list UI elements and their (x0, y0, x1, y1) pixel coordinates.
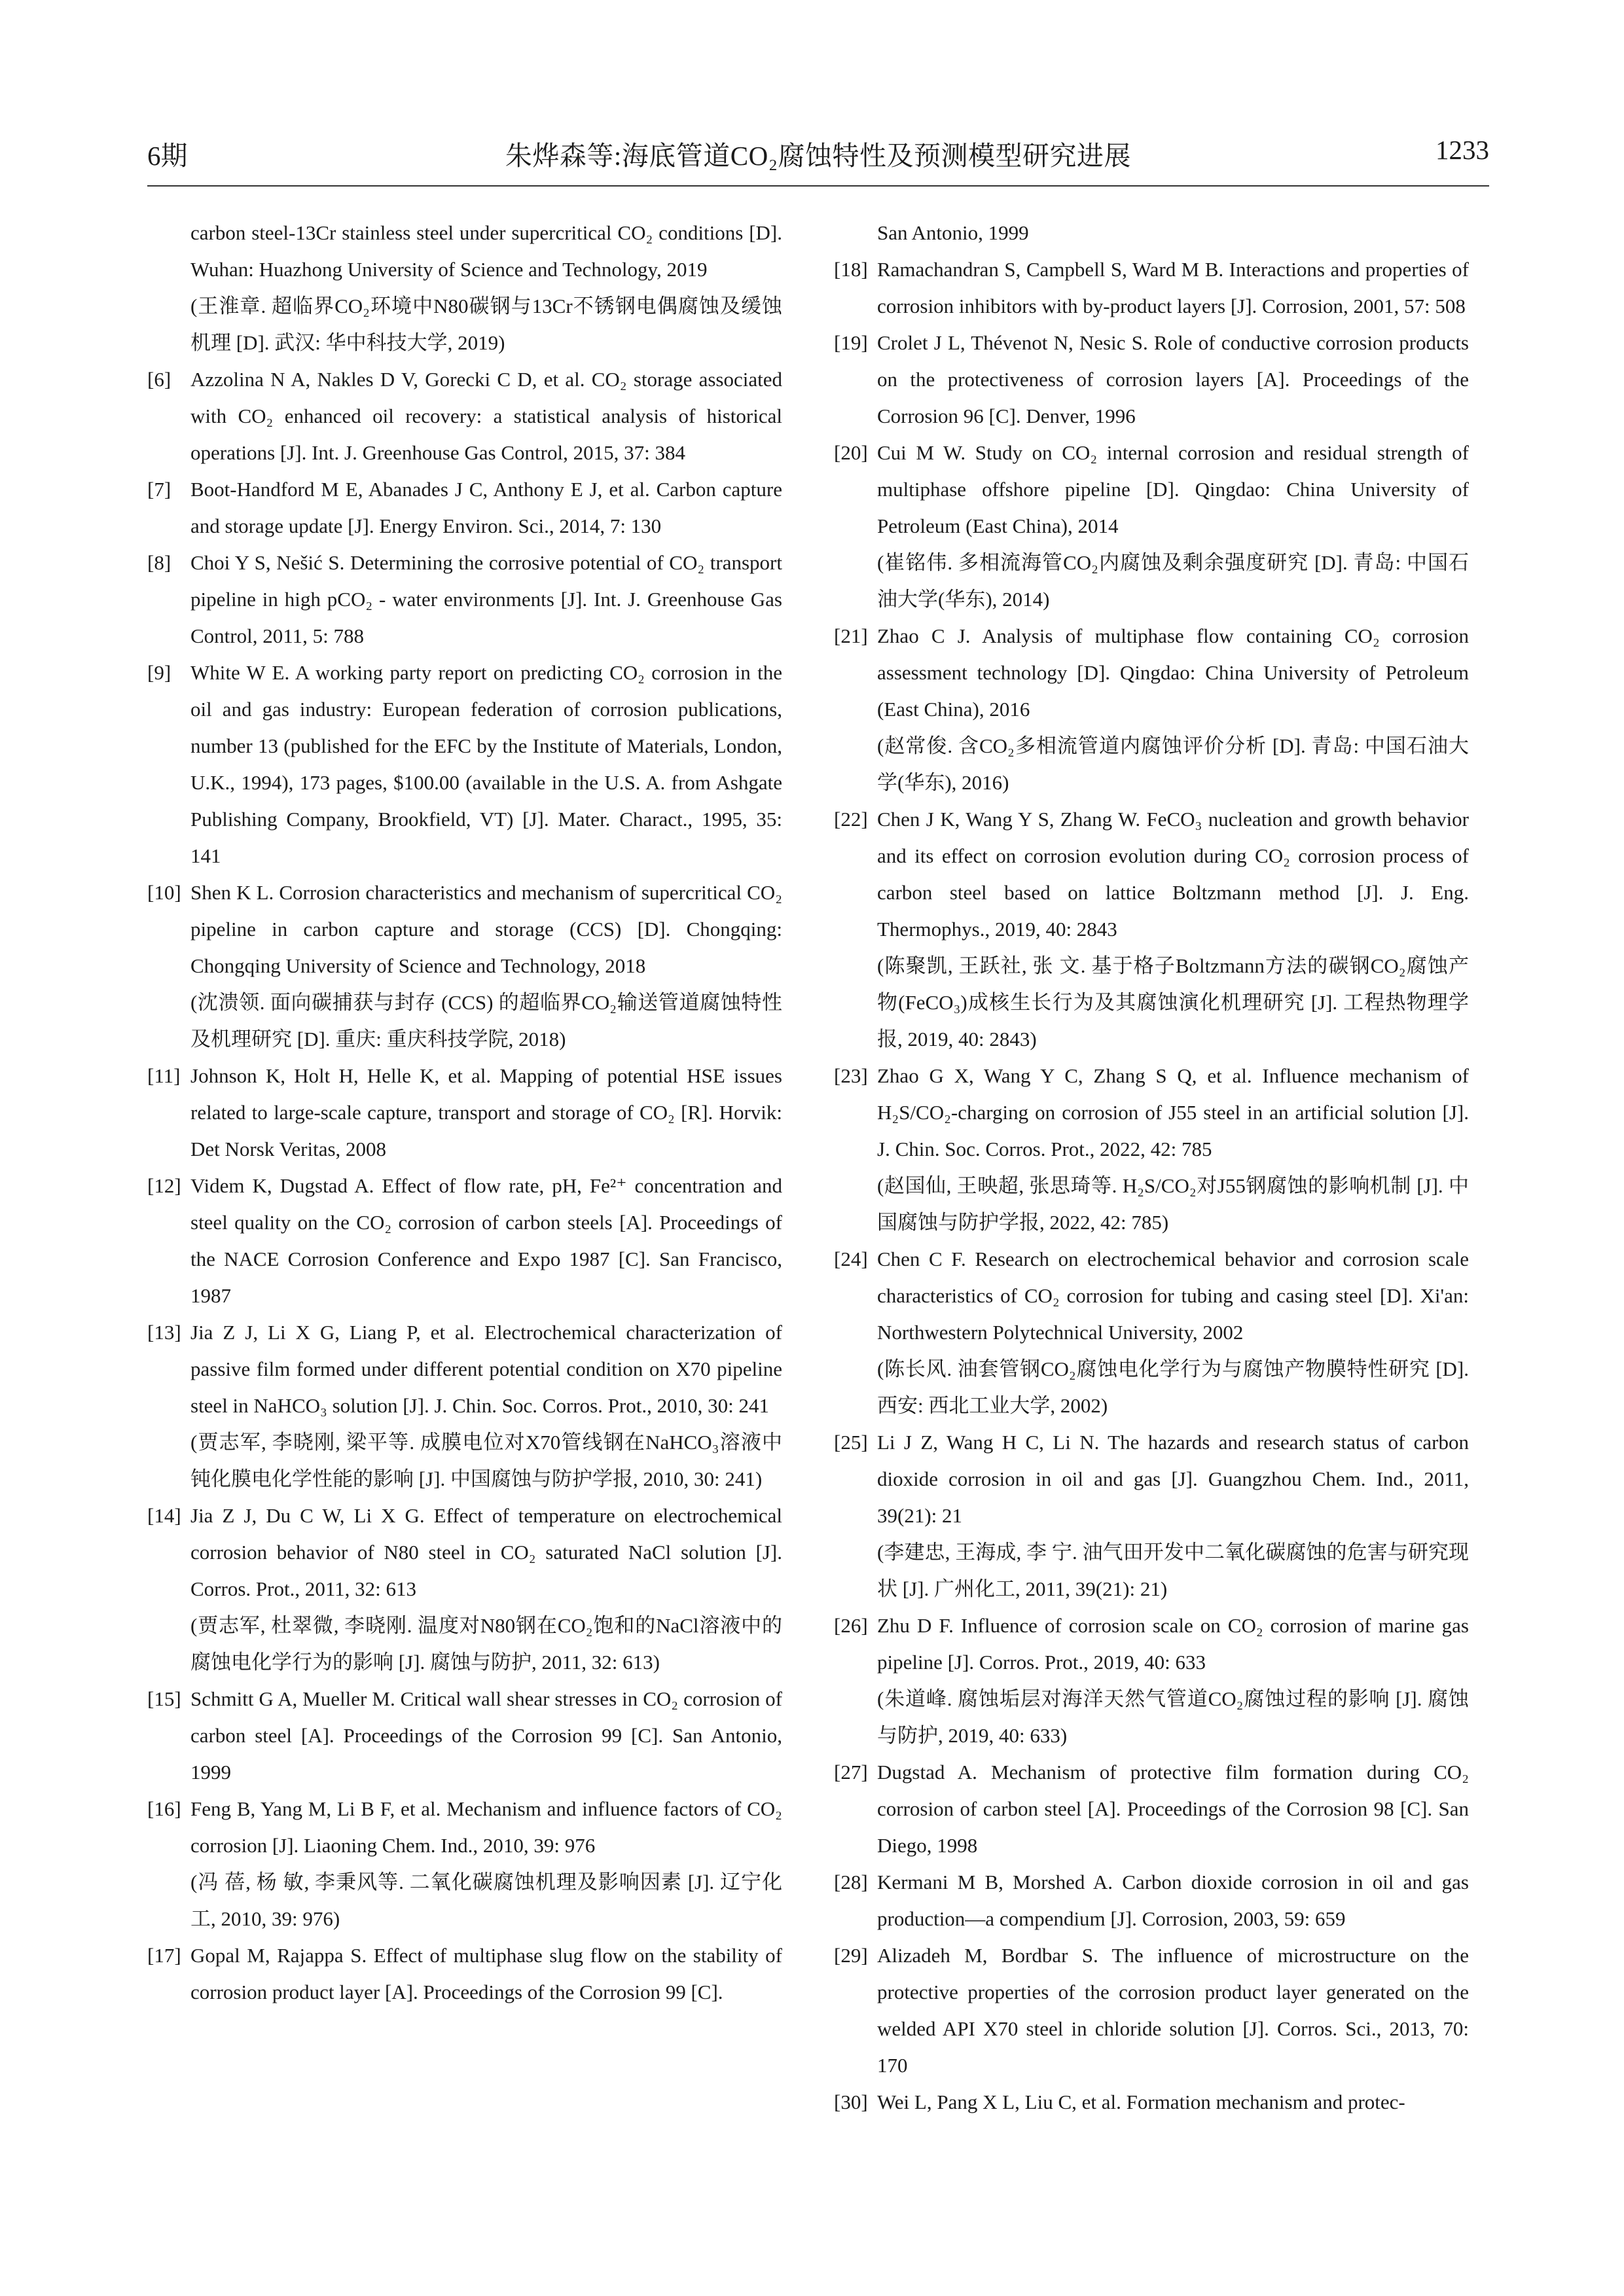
reference-entry (147, 874, 782, 984)
reference-entry (147, 361, 782, 471)
reference-number: [25] (834, 1431, 868, 1454)
reference-entry (147, 655, 782, 874)
reference-text: Chen C F. Research on electrochemical behavior and corrosion scale characteristics of CO₂ corrosion for tubing and casing steel [D]. Xi'an: Northwestern Polytechnical University, 2002 (877, 1247, 1469, 1344)
reference-entry (834, 215, 1469, 251)
reference-entry (147, 215, 782, 288)
reference-text: Chen J K, Wang Y S, Zhang W. FeCO₃ nucleation and growth behavior and its effect on corrosion evolution during CO₂ corrosion process of carbon steel based on lattice Boltzmann method [J]. J. Eng. Thermophys., 2019, 40: 2843 (877, 808, 1469, 941)
reference-translation: (冯 蓓, 杨 敏, 李秉风等. 二氧化碳腐蚀机理及影响因素 [J]. 辽宁化工, 2010, 39: 976) (190, 1871, 782, 1930)
reference-translation: (崔铭伟. 多相流海管CO₂内腐蚀及剩余强度研究 [D]. 青岛: 中国石油大学(华东), 2014) (877, 551, 1469, 611)
left-column (147, 215, 782, 2011)
reference-text: Ramachandran S, Campbell S, Ward M B. Interactions and properties of corrosion inhibitors with by-product layers [J]. Corrosion, 2001, 57: 508 (877, 258, 1469, 317)
running-header (147, 134, 1489, 181)
reference-translation: (赵国仙, 王映超, 张思琦等. H₂S/CO₂对J55钢腐蚀的影响机制 [J]. 中国腐蚀与防护学报, 2022, 42: 785) (877, 1174, 1469, 1234)
reference-entry (147, 1498, 782, 1607)
reference-entry (147, 1058, 782, 1168)
reference-entry (147, 1168, 782, 1314)
reference-text: White W E. A working party report on predicting CO₂ corrosion in the oil and gas industry: European federation of corrosion publications, number 13 (published for the EFC by the Institute of Materials, London, U.K., 1994), 173 pages, $100.00 (available in the U.S. A. from Ashgate Publishing Company, Brookfield, VT) [J]. Mater. Charact., 1995, 35: 141 (190, 661, 782, 867)
reference-text: Li J Z, Wang H C, Li N. The hazards and research status of carbon dioxide corrosion in oil and gas [J]. Guangzhou Chem. Ind., 2011, 39(21): 21 (877, 1431, 1469, 1527)
page-number: 1233 (1435, 135, 1489, 165)
issue-number: 6期 (147, 141, 188, 171)
reference-entry (834, 251, 1469, 325)
reference-entry (834, 1864, 1469, 1937)
reference-entry (834, 435, 1469, 545)
reference-entry (147, 545, 782, 655)
reference-number: [27] (834, 1761, 868, 1784)
reference-entry (834, 1607, 1469, 1681)
reference-text: Zhao C J. Analysis of multiphase flow containing CO₂ corrosion assessment technology [D]. Qingdao: China University of Petroleum (East China), 2016 (877, 624, 1469, 721)
reference-text: Boot-Handford M E, Abanades J C, Anthony E J, et al. Carbon capture and storage update [J]. Energy Environ. Sci., 2014, 7: 130 (190, 478, 782, 537)
reference-number: [19] (834, 331, 868, 354)
reference-number: [30] (834, 2090, 868, 2113)
reference-text: Wei L, Pang X L, Liu C, et al. Formation mechanism and protec- (877, 2090, 1405, 2113)
reference-text: Dugstad A. Mechanism of protective film formation during CO₂ corrosion of carbon steel [A]. Proceedings of the Corrosion 98 [C]. San Diego, 1998 (877, 1761, 1469, 1857)
reference-translation: (沈溃领. 面向碳捕获与封存 (CCS) 的超临界CO₂输送管道腐蚀特性及机理研究 [D]. 重庆: 重庆科技学院, 2018) (190, 991, 782, 1050)
reference-number: [11] (147, 1064, 181, 1087)
reference-text: Alizadeh M, Bordbar S. The influence of microstructure on the protective properties of the corrosion product layer generated on the welded API X70 steel in chloride solution [J]. Corros. Sci., 2013, 70: 170 (877, 1944, 1469, 2077)
reference-text: Johnson K, Holt H, Helle K, et al. Mapping of potential HSE issues related to large-scale capture, transport and storage of CO₂ [R]. Horvik: Det Norsk Veritas, 2008 (190, 1064, 782, 1160)
reference-number: [22] (834, 808, 868, 831)
reference-entry (834, 1424, 1469, 1534)
reference-text: Choi Y S, Nešić S. Determining the corrosive potential of CO₂ transport pipeline in high pCO₂ - water environments [J]. Int. J. Greenhouse Gas Control, 2011, 5: 788 (190, 551, 782, 647)
reference-text: Shen K L. Corrosion characteristics and mechanism of supercritical CO₂ pipeline in carbon capture and storage (CCS) [D]. Chongqing: Chongqing University of Science and Technology, 2018 (190, 881, 782, 977)
reference-translation: (贾志军, 杜翠微, 李晓刚. 温度对N80钢在CO₂饱和的NaCl溶液中的腐蚀电化学行为的影响 [J]. 腐蚀与防护, 2011, 32: 613) (190, 1614, 782, 1674)
reference-number: [10] (147, 881, 181, 904)
reference-number: [15] (147, 1687, 181, 1710)
reference-text: Jia Z J, Li X G, Liang P, et al. Electrochemical characterization of passive film formed under different potential condition on X70 pipeline steel in NaHCO₃ solution [J]. J. Chin. Soc. Corros. Prot., 2010, 30: 241 (190, 1321, 782, 1417)
reference-text: Jia Z J, Du C W, Li X G. Effect of temperature on electrochemical corrosion behavior of N80 steel in CO₂ saturated NaCl solution [J]. Corros. Prot., 2011, 32: 613 (190, 1504, 782, 1600)
reference-text: Azzolina N A, Nakles D V, Gorecki C D, et al. CO₂ storage associated with CO₂ enhanced oil recovery: a statistical analysis of historical operations [J]. Int. J. Greenhouse Gas Control, 2015, 37: 384 (190, 368, 782, 464)
reference-entry (147, 1937, 782, 2011)
reference-number: [21] (834, 624, 868, 647)
reference-text: Zhao G X, Wang Y C, Zhang S Q, et al. Influence mechanism of H₂S/CO₂-charging on corrosion of J55 steel in an artificial solution [J]. J. Chin. Soc. Corros. Prot., 2022, 42: 785 (877, 1064, 1469, 1160)
reference-text: Zhu D F. Influence of corrosion scale on CO₂ corrosion of marine gas pipeline [J]. Corros. Prot., 2019, 40: 633 (877, 1614, 1469, 1674)
reference-text: Gopal M, Rajappa S. Effect of multiphase slug flow on the stability of corrosion product layer [A]. Proceedings of the Corrosion 99 [C]. (190, 1944, 782, 2003)
reference-translation: (李建忠, 王海成, 李 宁. 油气田开发中二氧化碳腐蚀的危害与研究现状 [J]. 广州化工, 2011, 39(21): 21) (877, 1541, 1469, 1600)
reference-number: [28] (834, 1871, 868, 1893)
reference-text: Crolet J L, Thévenot N, Nesic S. Role of conductive corrosion products on the protectiveness of corrosion layers [A]. Proceedings of the Corrosion 96 [C]. Denver, 1996 (877, 331, 1469, 427)
reference-entry (834, 1754, 1469, 1864)
reference-number: [7] (147, 478, 171, 501)
reference-entry (147, 1314, 782, 1424)
running-title: 朱烨森等:海底管道CO₂腐蚀特性及预测模型研究进展 (505, 141, 1132, 171)
header-rule (147, 185, 1489, 187)
reference-translation: (陈长风. 油套管钢CO₂腐蚀电化学行为与腐蚀产物膜特性研究 [D]. 西安: 西北工业大学, 2002) (877, 1357, 1469, 1417)
right-column (834, 215, 1469, 2121)
reference-text: Cui M W. Study on CO₂ internal corrosion and residual strength of multiphase offshore pipeline [D]. Qingdao: China University of Petroleum (East China), 2014 (877, 441, 1469, 537)
reference-translation: (赵常俊. 含CO₂多相流管道内腐蚀评价分析 [D]. 青岛: 中国石油大学(华东), 2016) (877, 734, 1469, 794)
reference-number: [26] (834, 1614, 868, 1637)
reference-number: [29] (834, 1944, 868, 1967)
reference-number: [6] (147, 368, 171, 391)
reference-translation: (陈聚凯, 王跃社, 张 文. 基于格子Boltzmann方法的碳钢CO₂腐蚀产物(FeCO₃)成核生长行为及其腐蚀演化机理研究 [J]. 工程热物理学报, 2019, 40: 2843) (877, 954, 1469, 1050)
reference-entry (834, 2084, 1469, 2121)
reference-text: Schmitt G A, Mueller M. Critical wall shear stresses in CO₂ corrosion of carbon steel [A]. Proceedings of the Corrosion 99 [C]. San Antonio, 1999 (190, 1687, 782, 1784)
reference-entry (834, 325, 1469, 435)
reference-number: [9] (147, 661, 171, 684)
reference-entry (834, 1058, 1469, 1168)
reference-number: [8] (147, 551, 171, 574)
reference-entry (147, 471, 782, 545)
reference-text: Kermani M B, Morshed A. Carbon dioxide corrosion in oil and gas production—a compendium [J]. Corrosion, 2003, 59: 659 (877, 1871, 1469, 1930)
reference-entry (147, 1681, 782, 1791)
reference-translation: (贾志军, 李晓刚, 梁平等. 成膜电位对X70管线钢在NaHCO₃溶液中钝化膜电化学性能的影响 [J]. 中国腐蚀与防护学报, 2010, 30: 241) (190, 1431, 782, 1490)
reference-text: carbon steel-13Cr stainless steel under supercritical CO₂ conditions [D]. Wuhan: Huazhong University of Science and Technology, 2019 (190, 221, 782, 281)
reference-number: [20] (834, 441, 868, 464)
reference-entry (834, 1937, 1469, 2084)
reference-number: [13] (147, 1321, 181, 1344)
reference-number: [16] (147, 1797, 181, 1820)
reference-number: [23] (834, 1064, 868, 1087)
reference-text: Videm K, Dugstad A. Effect of flow rate, pH, Fe²⁺ concentration and steel quality on the CO₂ corrosion of carbon steels [A]. Proceedings of the NACE Corrosion Conference and Expo 1987 [C]. San Francisco, 1987 (190, 1174, 782, 1307)
reference-text: Feng B, Yang M, Li B F, et al. Mechanism and influence factors of CO₂ corrosion [J]. Liaoning Chem. Ind., 2010, 39: 976 (190, 1797, 782, 1857)
reference-number: [18] (834, 258, 868, 281)
reference-translation: (朱道峰. 腐蚀垢层对海洋天然气管道CO₂腐蚀过程的影响 [J]. 腐蚀与防护, 2019, 40: 633) (877, 1687, 1469, 1747)
reference-entry (834, 801, 1469, 948)
reference-entry (834, 1241, 1469, 1351)
reference-translation: (王淮章. 超临界CO₂环境中N80碳钢与13Cr不锈钢电偶腐蚀及缓蚀机理 [D]. 武汉: 华中科技大学, 2019) (190, 295, 782, 354)
reference-entry (834, 618, 1469, 728)
reference-number: [14] (147, 1504, 181, 1527)
reference-number: [17] (147, 1944, 181, 1967)
reference-number: [24] (834, 1247, 868, 1270)
reference-number: [12] (147, 1174, 181, 1197)
reference-text: San Antonio, 1999 (877, 221, 1029, 244)
reference-entry (147, 1791, 782, 1864)
